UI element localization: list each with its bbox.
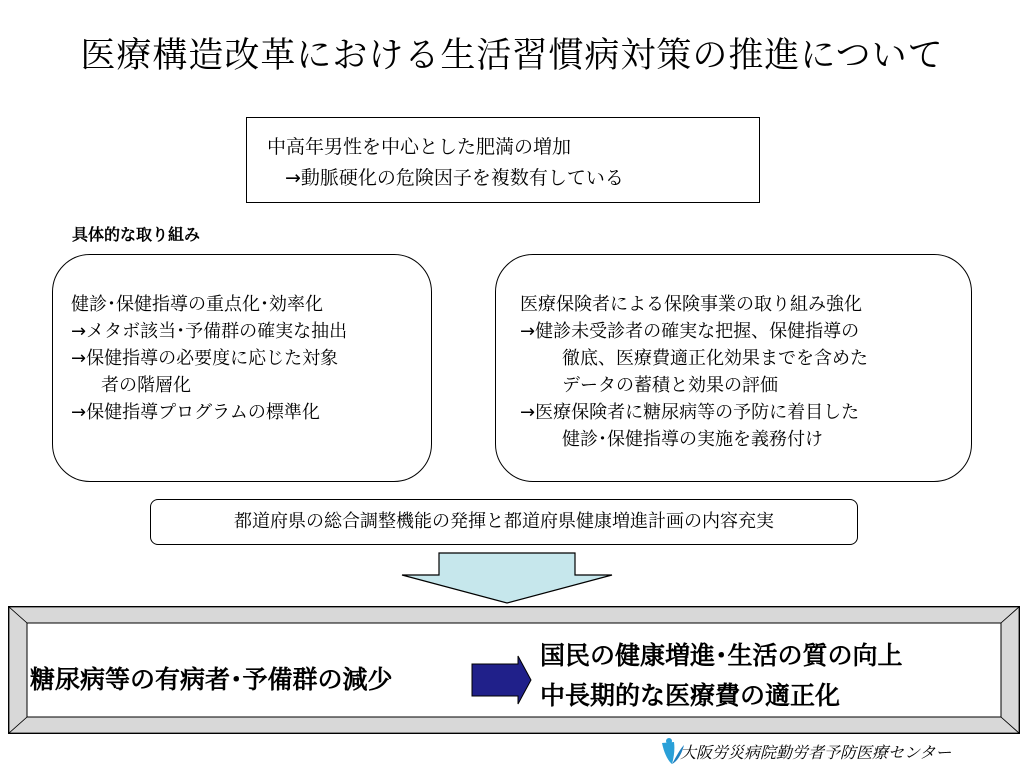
result-goal-line-1: 国民の健康増進･生活の質の向上 <box>540 641 903 670</box>
right-line-1: 医療保険者による保険事業の取り組み強化 <box>520 294 862 315</box>
page-title: 医療構造改革における生活習慣病対策の推進について <box>80 36 944 76</box>
issue-line-1: 中高年男性を中心とした肥満の増加 <box>267 136 572 158</box>
left-line-1: 健診･保健指導の重点化･効率化 <box>71 294 323 315</box>
footer-organization: 大阪労災病院勤労者予防医療センター <box>680 743 952 762</box>
prefecture-box: 都道府県の総合調整機能の発揮と都道府県健康増進計画の内容充実 <box>150 499 858 545</box>
left-line-2: →メタボ該当･予備群の確実な抽出 <box>71 321 348 342</box>
right-line-6: 健診･保健指導の実施を義務付け <box>562 429 823 450</box>
issue-line-2: →動脈硬化の危険因子を複数有している <box>285 167 624 189</box>
right-line-3: 徹底、医療費適正化効果までを含めた <box>562 348 868 369</box>
down-arrow-icon <box>400 552 614 604</box>
issue-box <box>246 117 760 203</box>
left-line-4: 者の階層化 <box>101 375 191 396</box>
right-line-4: データの蓄積と効果の評価 <box>562 375 778 396</box>
result-reduction: 糖尿病等の有病者･予備群の減少 <box>30 665 393 694</box>
section-label: 具体的な取り組み <box>72 225 201 244</box>
right-arrow-icon <box>470 654 532 706</box>
result-goals <box>540 636 903 716</box>
insurer-box <box>495 254 972 482</box>
right-line-5: →医療保険者に糖尿病等の予防に着目した <box>520 402 860 423</box>
right-line-2: →健診未受診者の確実な把握、保健指導の <box>520 321 860 342</box>
result-goal-line-2: 中長期的な医療費の適正化 <box>540 681 841 710</box>
left-line-3: →保健指導の必要度に応じた対象 <box>71 348 339 369</box>
left-line-5: →保健指導プログラムの標準化 <box>71 402 320 423</box>
health-checkup-box <box>52 254 432 482</box>
